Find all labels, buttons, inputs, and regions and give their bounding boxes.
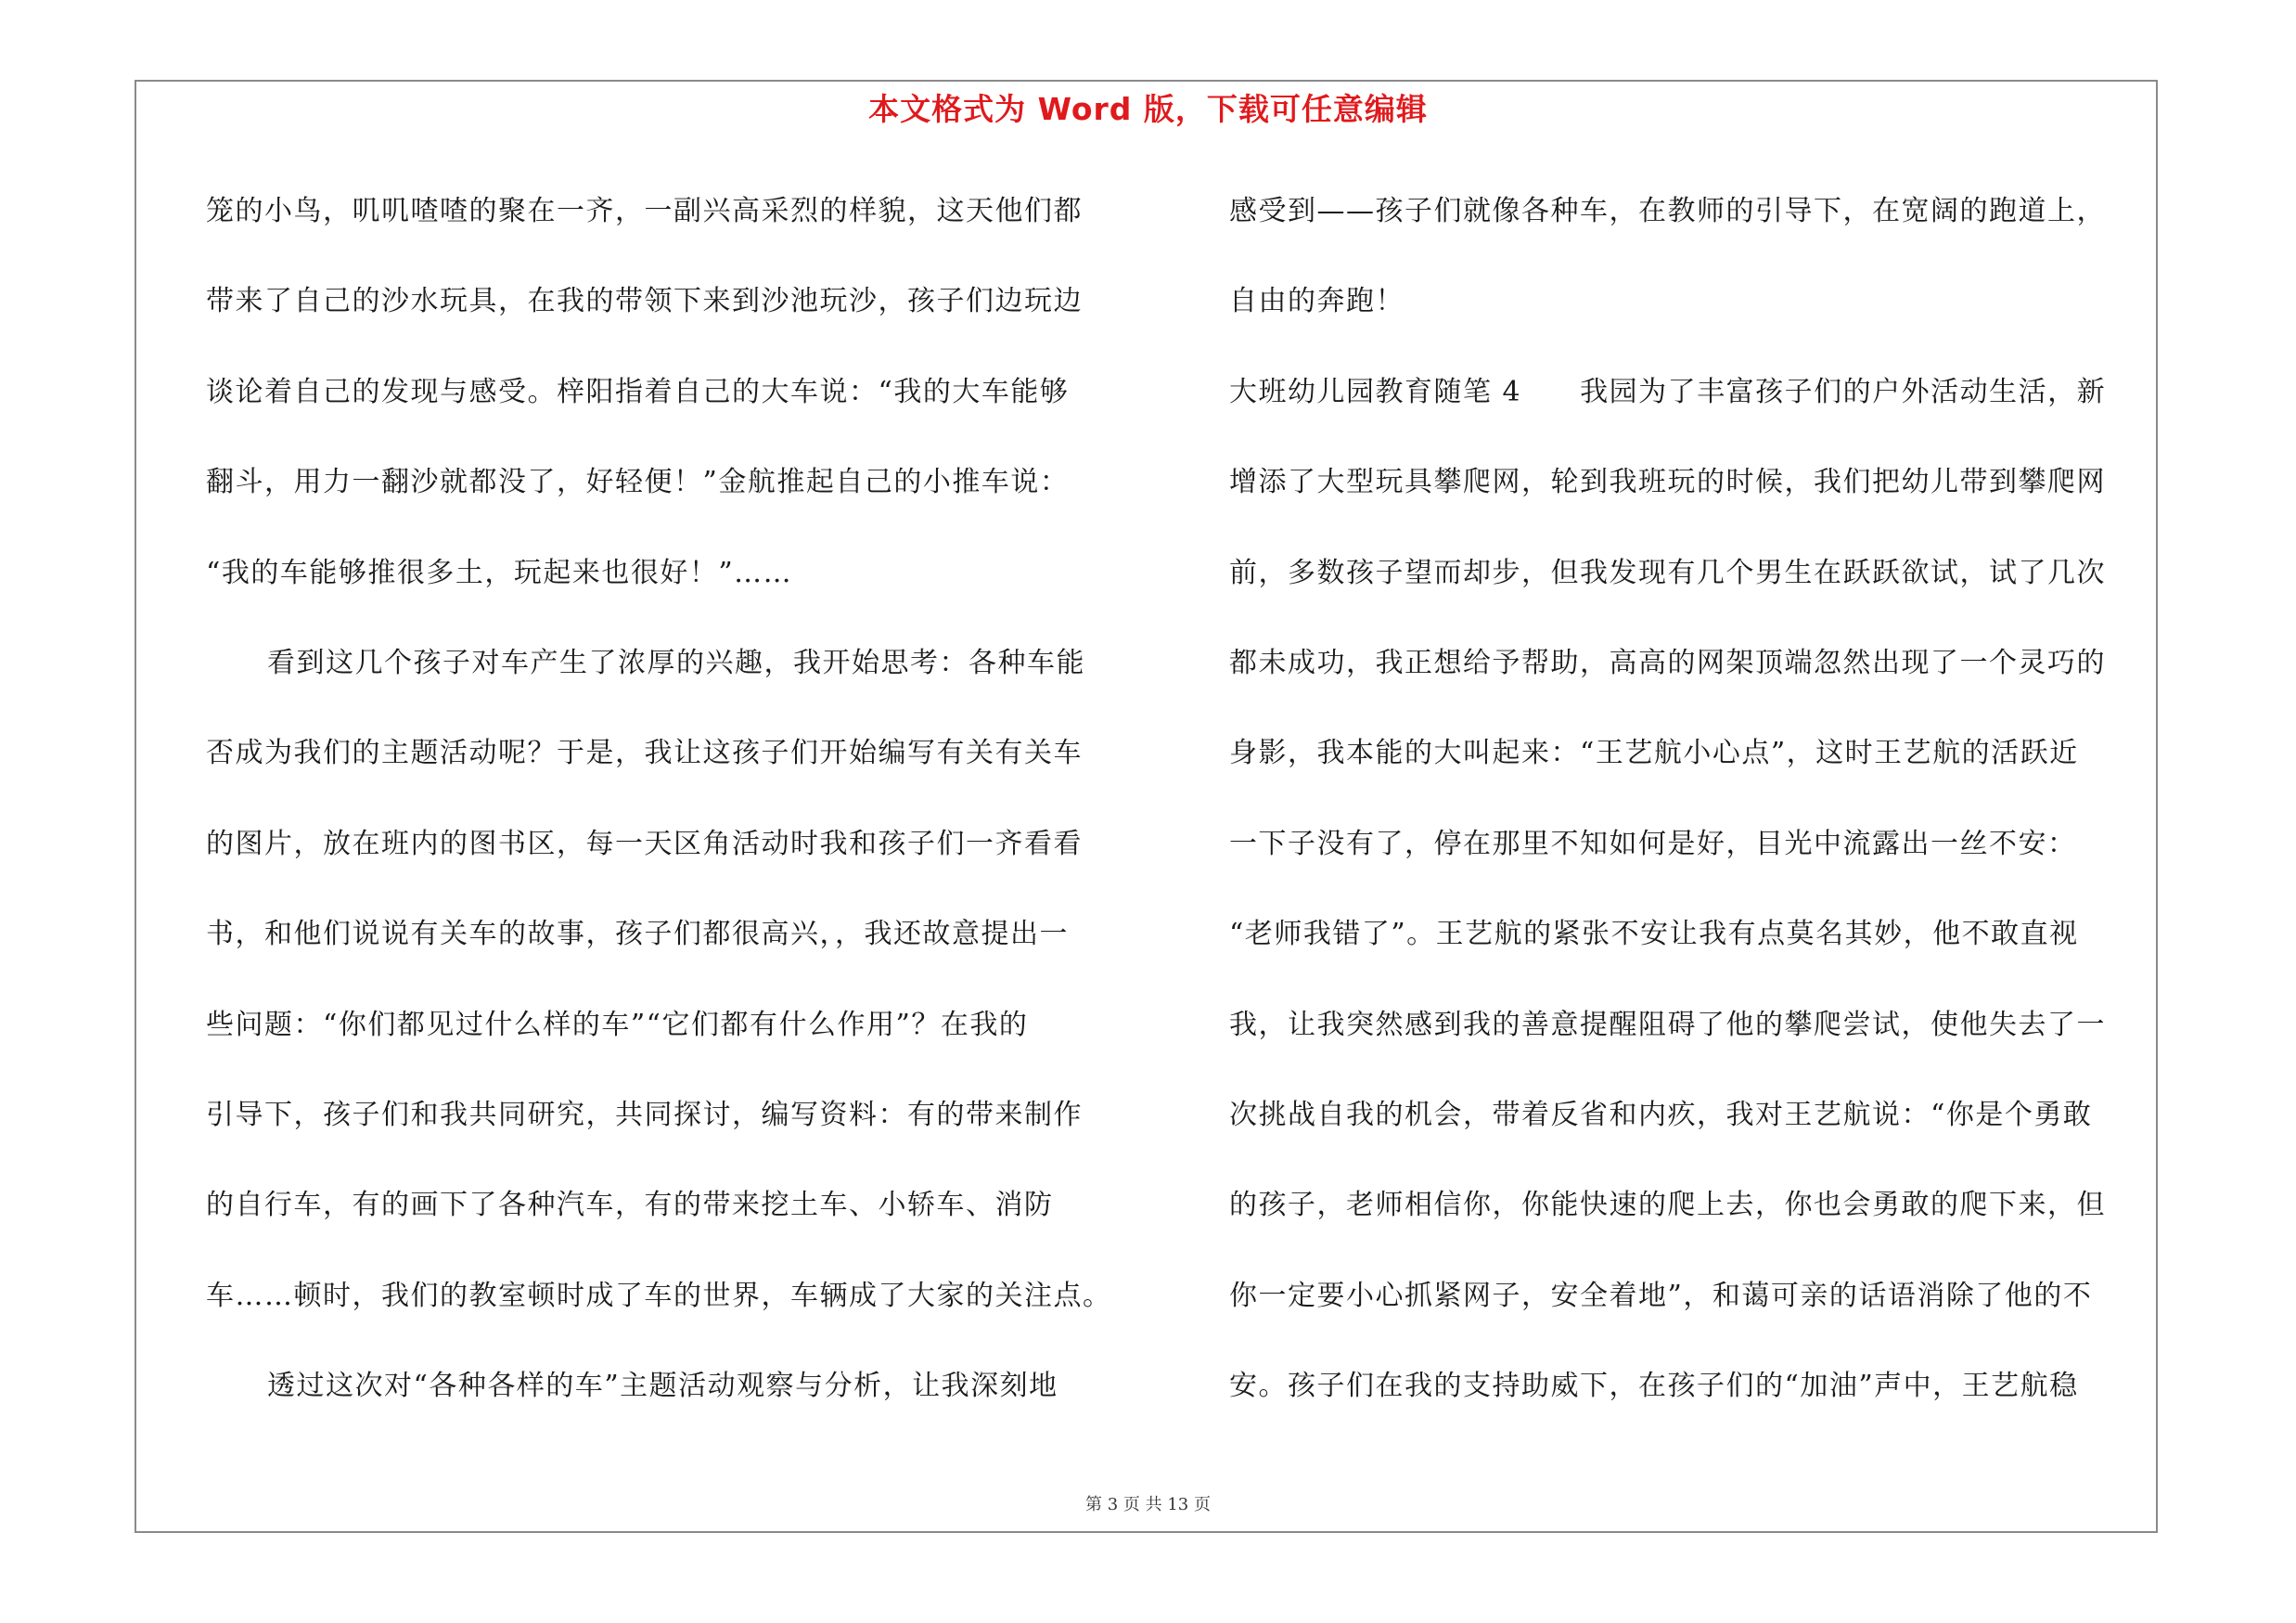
text-line: 带来了自己的沙水玩具，在我的带领下来到沙池玩沙，孩子们边玩边 [206, 285, 1083, 318]
text-line: 都未成功，我正想给予帮助，高高的网架顶端忽然出现了一个灵巧的 [1229, 646, 2106, 679]
text-line: 的孩子，老师相信你，你能快速的爬上去，你也会勇敢的爬下来，但 [1229, 1189, 2106, 1222]
text-line: 笼的小鸟，叽叽喳喳的聚在一齐，一副兴高采烈的样貌，这天他们都 [206, 195, 1083, 227]
text-line: 前，多数孩子望而却步，但我发现有几个男生在跃跃欲试，试了几次 [1229, 556, 2106, 589]
text-line: 车……顿时，我们的教室顿时成了车的世界，车辆成了大家的关注点。 [206, 1279, 1112, 1312]
text-line: 一下子没有了，停在那里不知如何是好，目光中流露出一丝不安： [1229, 827, 2077, 860]
left-text-column [206, 184, 1143, 1449]
word-format-banner: 本文格式为 Word 版，下载可任意编辑 [868, 91, 1428, 127]
text-line: 引导下，孩子们和我共同研究，共同探讨，编写资料：有的带来制作 [206, 1098, 1083, 1131]
text-line: 我，让我突然感到我的善意提醒阻碍了他的攀爬尝试，使他失去了一 [1229, 1008, 2106, 1041]
right-text-column [1229, 184, 2157, 1449]
text-line: 安。孩子们在我的支持助威下，在孩子们的“加油”声中，王艺航稳 [1229, 1370, 2079, 1403]
text-line: 书，和他们说说有关车的故事，孩子们都很高兴，，我还故意提出一 [206, 918, 1069, 951]
text-line: 的自行车，有的画下了各种汽车，有的带来挖土车、小轿车、消防 [206, 1189, 1054, 1222]
text-line: 增添了大型玩具攀爬网，轮到我班玩的时候，我们把幼儿带到攀爬网 [1229, 466, 2106, 499]
text-line: 的图片，放在班内的图书区，每一天区角活动时我和孩子们一齐看看 [206, 827, 1083, 860]
text-line: 透过这次对“各种各样的车”主题活动观察与分析，让我深刻地 [267, 1370, 1058, 1403]
text-line: 你一定要小心抓紧网子，安全着地”，和蔼可亲的话语消除了他的不 [1229, 1279, 2093, 1312]
text-line: 看到这几个孩子对车产生了浓厚的兴趣，我开始思考：各种车能 [267, 646, 1085, 679]
text-line: 谈论着自己的发现与感受。梓阳指着自己的大车说：“我的大车能够 [206, 375, 1070, 408]
text-line: 些问题：“你们都见过什么样的车”“它们都有什么作用”？在我的 [206, 1008, 1029, 1041]
text-line: 次挑战自我的机会，带着反省和内疚，我对王艺航说：“你是个勇敢 [1229, 1098, 2093, 1131]
text-line: 身影，我本能的大叫起来：“王艺航小心点”，这时王艺航的活跃近 [1229, 737, 2079, 770]
text-line: “老师我错了”。王艺航的紧张不安让我有点莫名其妙，他不敢直视 [1229, 918, 2079, 951]
text-line: 否成为我们的主题活动呢？于是，我让这孩子们开始编写有关有关车 [206, 737, 1083, 770]
text-line: 翻斗，用力一翻沙就都没了，好轻便！”金航推起自己的小推车说： [206, 466, 1070, 499]
text-line: 自由的奔跑！ [1229, 285, 1405, 318]
text-line: 大班幼儿园教育随笔 4 我园为了丰富孩子们的户外活动生活，新 [1229, 375, 2107, 408]
text-line: “我的车能够推很多土，玩起来也很好！”…… [206, 556, 793, 589]
text-line: 感受到——孩子们就像各种车，在教师的引导下，在宽阔的跑道上， [1229, 195, 2106, 227]
page-indicator: 第 3 页 共 13 页 [1085, 1495, 1211, 1514]
